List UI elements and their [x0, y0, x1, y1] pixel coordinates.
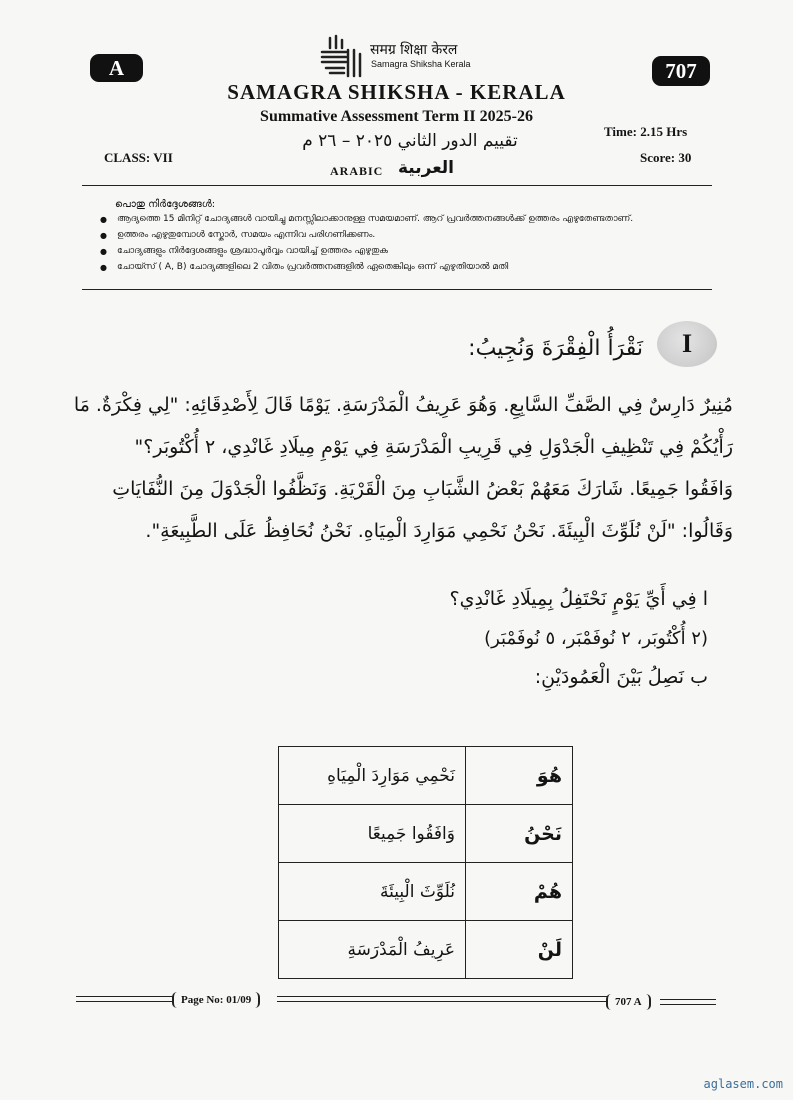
footer-rule-left	[76, 996, 176, 1002]
match-right-cell: نَحْمِي مَوَارِدَ الْمِيَاهِ	[279, 747, 466, 805]
class-label: CLASS: VII	[104, 150, 173, 165]
match-right-cell: وَافَقُوا جَمِيعًا	[279, 805, 466, 863]
arabic-subtitle: تقييم الدور الثاني ٢٠٢٥ – ٢٦ م	[302, 131, 518, 151]
section-number: I	[657, 321, 717, 367]
instruction-item: ● ചോദ്യങ്ങളും നിർദ്ദേശങ്ങളും ശ്രദ്ധാപൂർവ്വം വായിച്ച് ഉത്തരം എഴുതുക	[100, 246, 690, 257]
footer-rule-middle	[277, 996, 607, 1002]
question-a: ا فِي أَيِّ يَوْمٍ نَحْتَفِلُ بِمِيلَادِ غَانْدِي؟	[449, 588, 708, 610]
score-label: Score: 30	[640, 150, 692, 165]
footer-rule-right	[660, 999, 716, 1005]
match-right-cell: نُلَوِّثَ الْبِيئَةَ	[279, 863, 466, 921]
match-left-cell: لَنْ	[466, 921, 573, 979]
paragraph-line: وَقَالُوا: "لَنْ نُلَوِّثَ الْبِيئَةَ. نَحْنُ نَحْمِي مَوَارِدَ الْمِيَاهِ. نَحْنُ نُحَافِظُ عَلَى الطَّبِيعَةِ".	[145, 520, 733, 542]
instruction-item: ● ഉത്തരം എഴുതുമ്പോൾ സ്കോർ, സമയം എന്നിവ പരിഗണിക്കണം.	[100, 230, 690, 241]
samagra-logo-icon	[318, 34, 368, 78]
subject-english: ARABIC	[330, 164, 384, 178]
instruction-item: ● ചോയ്സ് ( A, B) ചോദ്യങ്ങളിലെ 2 വിതം പ്രവർത്തനങ്ങളിൽ ഏതെങ്കിലും ഒന്ന് എഴുതിയാൽ മതി	[100, 262, 690, 273]
footer-code: 707 A	[606, 994, 651, 1010]
section-heading: نَقْرَأُ الْفِقْرَةَ وَنُجِيبُ:	[468, 336, 643, 361]
paragraph-line: مُنِيرٌ دَارِسٌ فِي الصَّفِّ السَّابِعِ. وَهُوَ عَرِيفُ الْمَدْرَسَةِ. يَوْمًا قَالَ لِأَصْدِقَائِهِ: "لِي فِكْرَةٌ. مَا	[73, 394, 733, 416]
page-number: Page No: 01/09	[172, 992, 260, 1008]
logo-hindi-text: समग्र शिक्षा केरल	[370, 42, 458, 58]
instruction-item: ● ആദ്യത്തെ 15 മിനിറ്റ് ചോദ്യങ്ങൾ വായിച്ചു മനസ്സിലാക്കാനുള്ള സമയമാണ്. ആറ് പ്രവർത്തനങ്ങൾക്ക് ഉത്തരം എഴുതേണ്ടതാണ്.	[100, 214, 690, 225]
match-left-cell: نَحْنُ	[466, 805, 573, 863]
watermark-text: aglasem.com	[703, 1077, 783, 1091]
match-left-cell: هُوَ	[466, 747, 573, 805]
instructions-title: പൊതു നിർദ്ദേശങ്ങൾ:	[115, 199, 216, 210]
match-table	[278, 746, 573, 979]
subject-arabic: العربية	[398, 158, 455, 178]
question-a-options: (٢ أُكْتُوبَر، ٢ نُوفَمْبَر، ٥ نُوفَمْبَر)	[484, 628, 708, 649]
paragraph-line: رَأْيُكُمْ فِي تَنْظِيفِ الْجَدْوَلِ فِي قَرِيبِ الْمَدْرَسَةِ فِي يَوْمِ مِيلَادِ غَانْدِي، ٢ أُكْتُوبَر؟"	[134, 436, 733, 458]
time-label: Time: 2.15 Hrs	[604, 124, 688, 139]
paragraph-line: وَافَقُوا جَمِيعًا. شَارَكَ مَعَهُمْ بَعْضُ الشَّبَابِ مِنَ الْقَرْيَةِ. وَنَظَّفُوا الْجَدْوَلَ مِنَ النُّفَايَاتِ	[112, 478, 733, 500]
set-badge: A	[90, 54, 143, 82]
match-right-cell: عَرِيفُ الْمَدْرَسَةِ	[279, 921, 466, 979]
table-row	[279, 921, 573, 979]
instructions-list	[100, 214, 690, 278]
question-b: ب نَصِلُ بَيْنَ الْعَمُودَيْنِ:	[534, 666, 708, 688]
table-row	[279, 863, 573, 921]
instructions-bottom-rule	[82, 289, 712, 290]
table-row	[279, 805, 573, 863]
instructions-top-rule	[82, 185, 712, 186]
paper-code-badge: 707	[652, 56, 710, 86]
table-row	[279, 747, 573, 805]
page-title: SAMAGRA SHIKSHA - KERALA	[227, 80, 566, 104]
exam-subtitle: Summative Assessment Term II 2025-26	[260, 108, 533, 125]
match-left-cell: هُمْ	[466, 863, 573, 921]
logo-english-text: Samagra Shiksha Kerala	[371, 59, 471, 69]
